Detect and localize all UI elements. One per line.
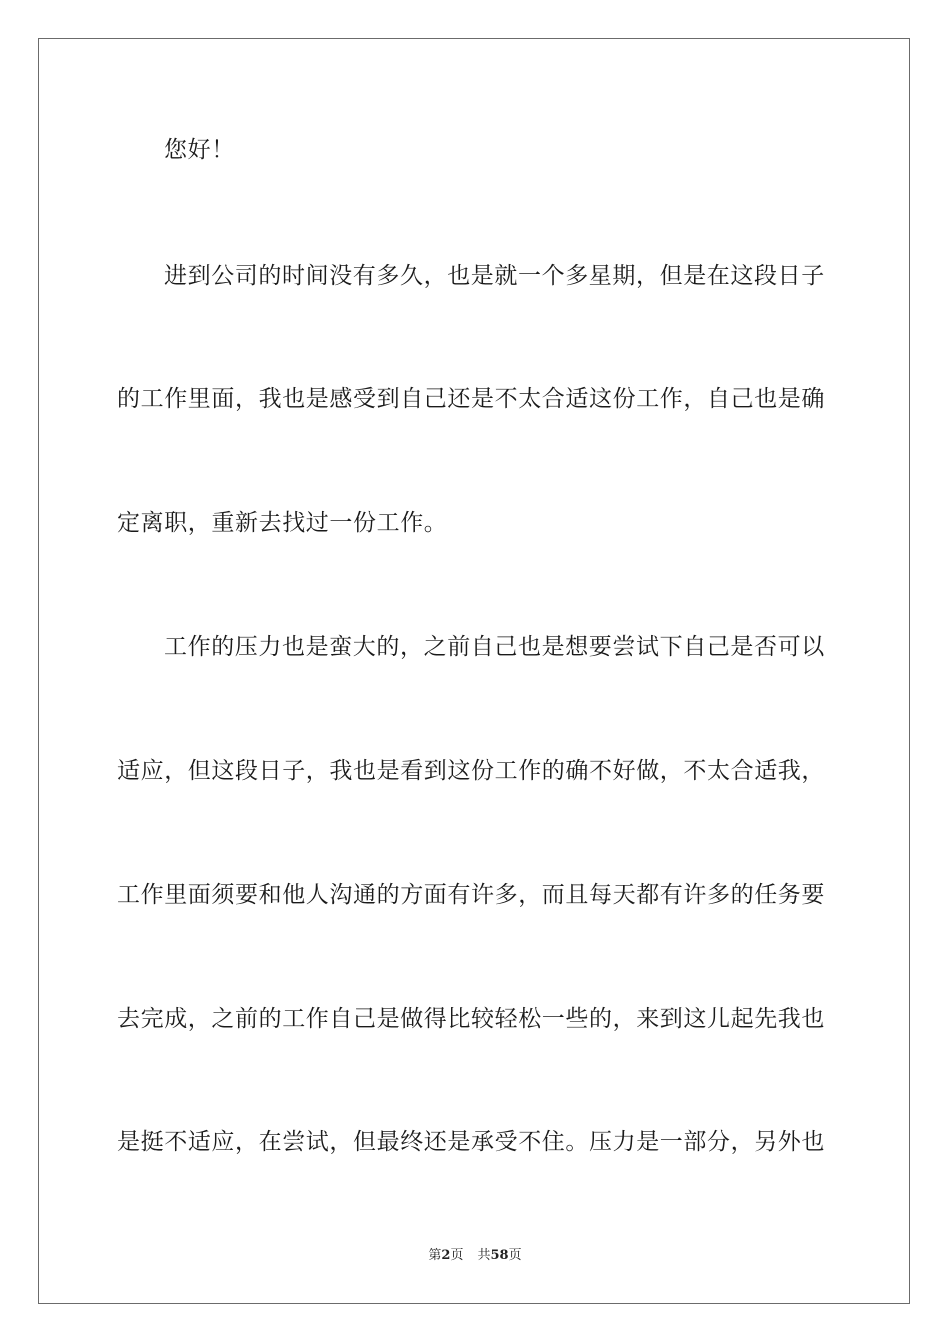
- body-line-6: 工作里面须要和他人沟通的方面有许多，而且每天都有许多的任务要: [117, 882, 825, 908]
- body-line-7: 去完成，之前的工作自己是做得比较轻松一些的，来到这儿起先我也: [117, 1006, 825, 1032]
- body-line-3: 定离职，重新去找过一份工作。: [117, 510, 448, 536]
- total-pages: 58: [490, 1248, 509, 1263]
- page-suffix: 页: [450, 1248, 464, 1263]
- body-line-2: 的工作里面，我也是感受到自己还是不太合适这份工作，自己也是确: [117, 386, 825, 412]
- total-suffix: 页: [508, 1248, 522, 1263]
- total-prefix: 共: [477, 1248, 491, 1263]
- body-line-5: 适应，但这段日子，我也是看到这份工作的确不好做，不太合适我，: [117, 758, 825, 784]
- page-prefix: 第: [428, 1248, 442, 1263]
- page-footer: [0, 1247, 950, 1265]
- body-line-1: 进到公司的时间没有多久，也是就一个多星期，但是在这段日子: [164, 263, 825, 289]
- page-number: 2: [441, 1248, 451, 1263]
- body-line-8: 是挺不适应，在尝试，但最终还是承受不住。压力是一部分，另外也: [117, 1129, 825, 1155]
- page-border: [38, 38, 910, 1304]
- greeting-line: 您好！: [164, 137, 235, 163]
- body-line-4: 工作的压力也是蛮大的，之前自己也是想要尝试下自己是否可以: [164, 634, 825, 660]
